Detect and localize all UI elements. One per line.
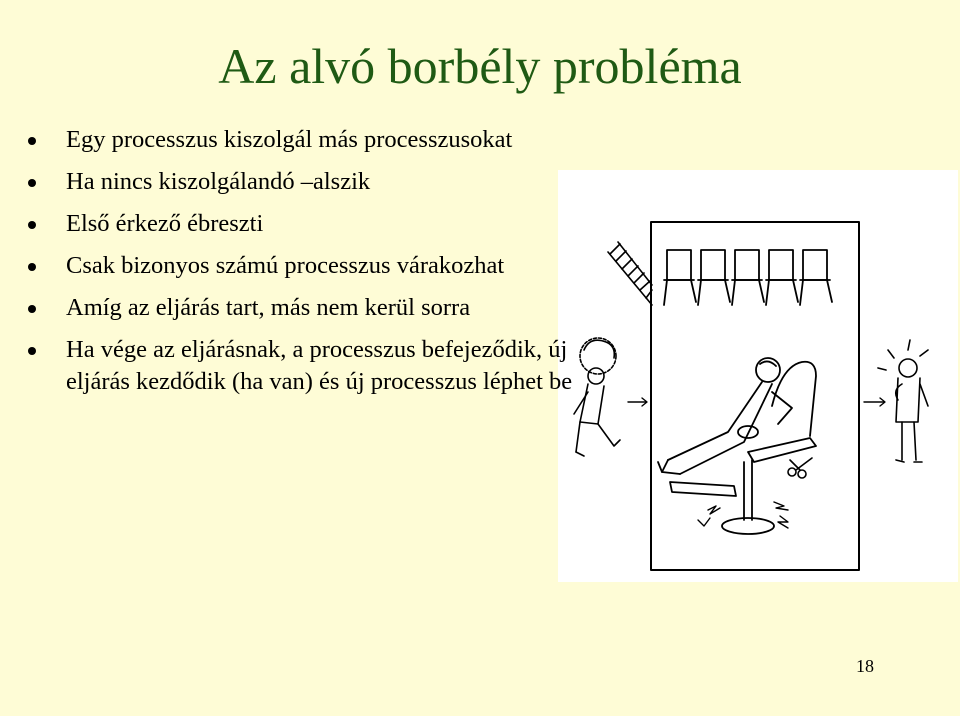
- bullet-dot-icon: [28, 263, 36, 271]
- arrow-right-icon: [864, 398, 885, 406]
- bullet-text: Ha vége az eljárásnak, a processzus befejeződik, új eljárás kezdődik (ha van) és új processzus léphet be: [66, 336, 573, 395]
- bullet-list: [26, 124, 626, 408]
- bullet-text: Csak bizonyos számú processzus várakozhat: [66, 252, 505, 279]
- slide-title: Az alvó borbély probléma: [218, 38, 742, 94]
- chair-icon: [698, 250, 730, 305]
- bullet-item: [26, 250, 626, 282]
- bullet-item: [26, 208, 626, 240]
- chair-icon: [732, 250, 764, 305]
- bullet-text: Amíg az eljárás tart, más nem kerül sorra: [66, 294, 471, 321]
- waiting-chairs: [664, 250, 832, 305]
- page-number: 18: [856, 656, 874, 676]
- bullet-text: Egy processzus kiszolgál más processzusokat: [66, 126, 513, 153]
- arrow-right-icon: [628, 398, 647, 406]
- chair-icon: [800, 250, 832, 305]
- bullet-text: Ha nincs kiszolgálandó –alszik: [66, 168, 371, 195]
- bullet-dot-icon: [28, 221, 36, 229]
- hair-clippings: [698, 502, 788, 528]
- bullet-dot-icon: [28, 347, 36, 355]
- bullet-item: [26, 166, 626, 198]
- scissors-icon: [788, 458, 812, 478]
- bullet-text: Első érkező ébreszti: [66, 210, 264, 237]
- bullet-item: [26, 334, 626, 398]
- bullet-item: [26, 292, 626, 324]
- bullet-dot-icon: [28, 137, 36, 145]
- sleeping-barber-icon: [658, 358, 816, 534]
- chair-icon: [766, 250, 798, 305]
- chair-icon: [664, 250, 696, 305]
- departing-customer-icon: [878, 340, 928, 462]
- bullet-item: [26, 124, 626, 156]
- bullet-dot-icon: [28, 305, 36, 313]
- bullet-dot-icon: [28, 179, 36, 187]
